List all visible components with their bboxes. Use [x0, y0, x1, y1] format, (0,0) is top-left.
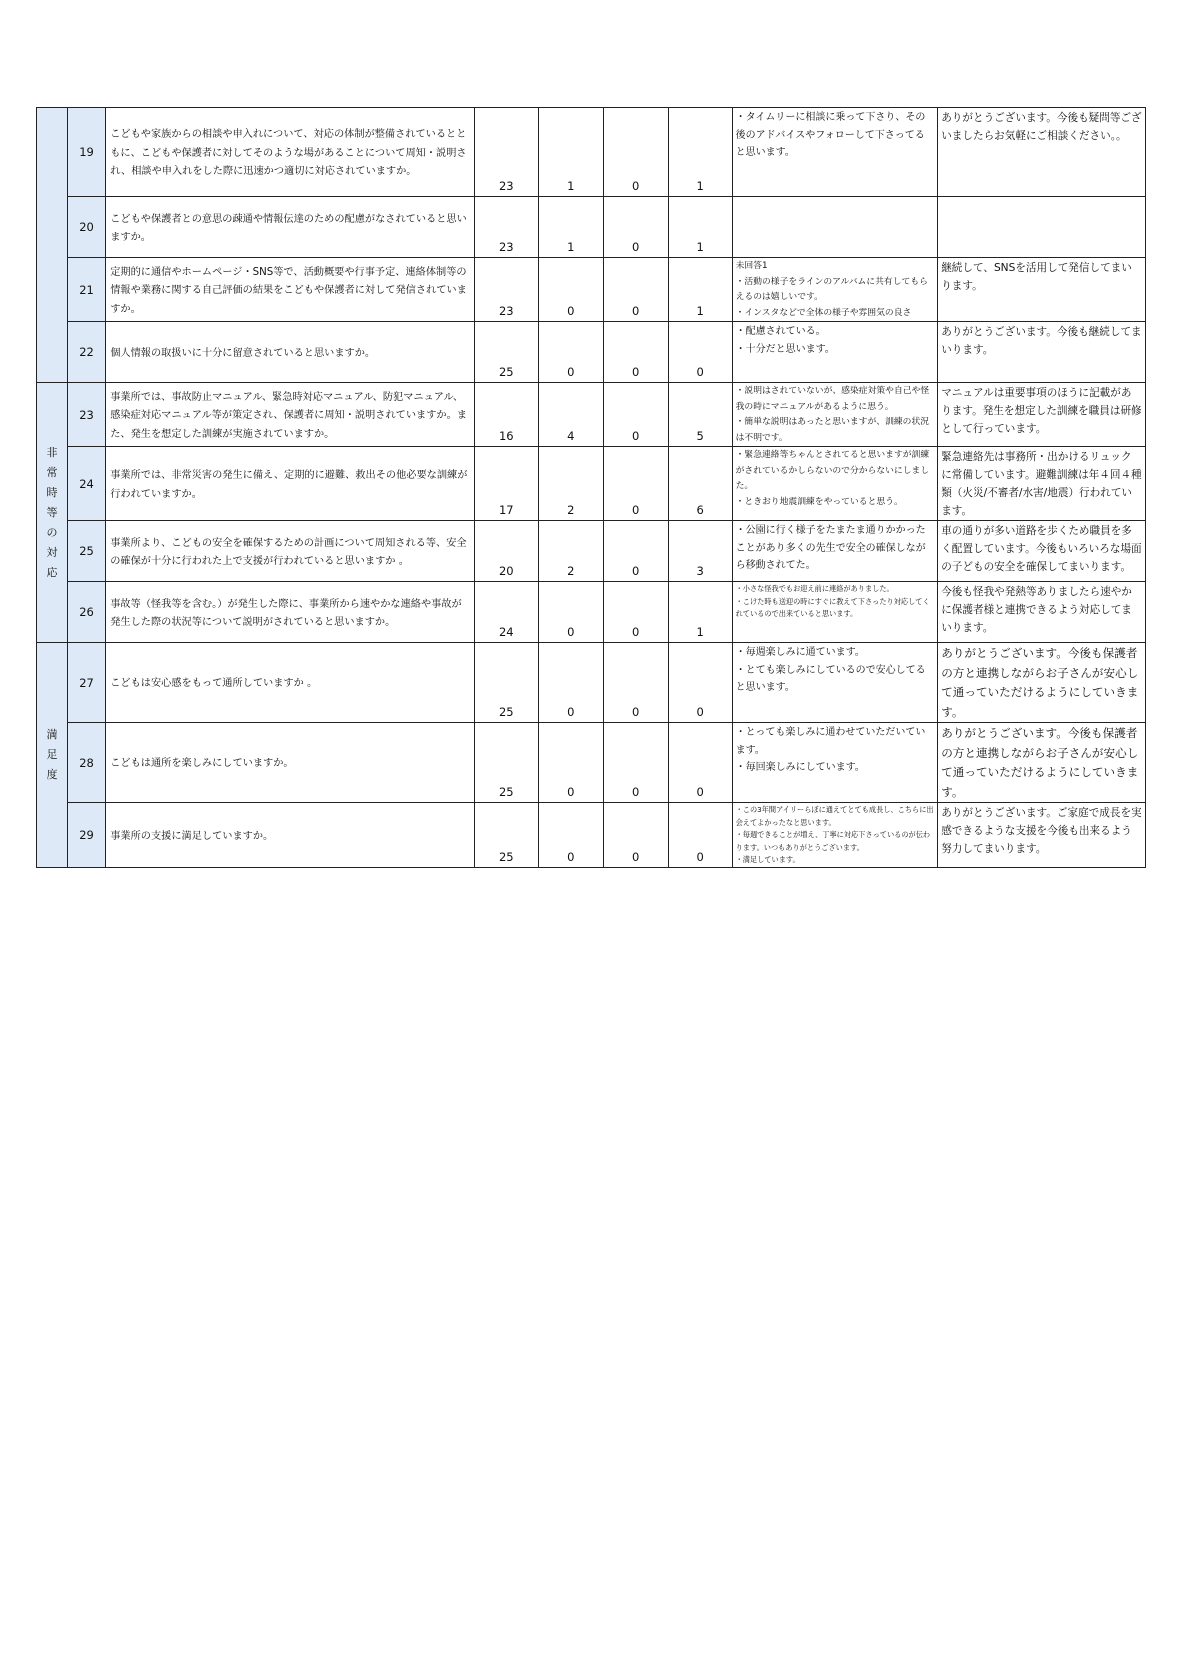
row-number: 28	[67, 723, 105, 803]
facility-reply: ありがとうございます。今後も保護者の方と連携しながらお子さんが安心して通っていただけるようにしていきます。	[938, 723, 1146, 803]
count-yes: 17	[474, 447, 538, 521]
count-unknown: 1	[668, 582, 732, 643]
row-number: 24	[67, 447, 105, 521]
row-number: 29	[67, 803, 105, 868]
count-unknown: 0	[668, 803, 732, 868]
count-no: 0	[603, 521, 668, 582]
facility-reply: 今後も怪我や発熱等ありましたら速やかに保護者様と連携できるよう対応してまいります。	[938, 582, 1146, 643]
count-unknown: 1	[668, 197, 732, 258]
parent-comment: ・タイムリーに相談に乗って下さり、その後のアドバイスやフォローして下さってると思います。	[732, 108, 938, 197]
parent-comment: ・緊急連絡等ちゃんとされてると思いますが訓練がされているかしらないので分からないにしました。 ・ときおり地震訓練をやっていると思う。	[732, 447, 938, 521]
count-no: 0	[603, 108, 668, 197]
table-row	[37, 108, 1146, 197]
count-yes: 25	[474, 723, 538, 803]
count-unknown: 3	[668, 521, 732, 582]
count-somewhat: 2	[538, 521, 603, 582]
count-unknown: 0	[668, 643, 732, 723]
count-no: 0	[603, 447, 668, 521]
parent-comment: ・毎週楽しみに通ています。 ・とても楽しみにしているので安心してると思います。	[732, 643, 938, 723]
count-somewhat: 1	[538, 197, 603, 258]
table-row	[37, 723, 1146, 803]
count-somewhat: 0	[538, 582, 603, 643]
question-text: 事業所では、非常災害の発生に備え、定期的に避難、救出その他必要な訓練が行われていますか。	[106, 447, 475, 521]
parent-comment: ・配慮されている。 ・十分だと思います。	[732, 322, 938, 383]
count-no: 0	[603, 258, 668, 322]
category-cell-blank	[37, 108, 68, 383]
count-no: 0	[603, 582, 668, 643]
facility-reply: 継続して、SNSを活用して発信してまいります。	[938, 258, 1146, 322]
count-yes: 25	[474, 803, 538, 868]
count-no: 0	[603, 322, 668, 383]
count-no: 0	[603, 803, 668, 868]
parent-comment: ・公園に行く様子をたまたま通りかかったことがあり多くの先生で安全の確保しながら移動されてた。	[732, 521, 938, 582]
parent-comment: ・説明はされていないが、感染症対策や自己や怪我の時にマニュアルがあるように思う。 ・簡単な説明はあったと思いますが、訓練の状況は不明です。	[732, 383, 938, 447]
count-no: 0	[603, 383, 668, 447]
count-unknown: 6	[668, 447, 732, 521]
category-satisfaction: 満足度	[37, 643, 68, 868]
table-row	[37, 521, 1146, 582]
count-no: 0	[603, 643, 668, 723]
count-yes: 20	[474, 521, 538, 582]
row-number: 20	[67, 197, 105, 258]
facility-reply: ありがとうございます。今後も継続してまいります。	[938, 322, 1146, 383]
question-text: こどもは安心感をもって通所していますか 。	[106, 643, 475, 723]
facility-reply: マニュアルは重要事項のほうに記載があります。発生を想定した訓練を職員は研修として行っています。	[938, 383, 1146, 447]
facility-reply: ありがとうございます。今後も保護者の方と連携しながらお子さんが安心して通っていただけるようにしていきます。	[938, 643, 1146, 723]
row-number: 22	[67, 322, 105, 383]
survey-table	[36, 107, 1146, 868]
question-text: 個人情報の取扱いに十分に留意されていると思いますか。	[106, 322, 475, 383]
row-number: 21	[67, 258, 105, 322]
count-somewhat: 1	[538, 108, 603, 197]
count-yes: 23	[474, 197, 538, 258]
count-yes: 25	[474, 643, 538, 723]
count-unknown: 1	[668, 258, 732, 322]
count-somewhat: 0	[538, 803, 603, 868]
count-yes: 23	[474, 258, 538, 322]
table-row	[37, 803, 1146, 868]
question-text: こどもや保護者との意思の疎通や情報伝達のための配慮がなされていると思いますか。	[106, 197, 475, 258]
count-unknown: 0	[668, 723, 732, 803]
count-no: 0	[603, 723, 668, 803]
count-yes: 25	[474, 322, 538, 383]
parent-comment: ・この3年間アイリーらぼに通えてとても成長し、こちらに出会えてよかったなと思います。 ・毎週できることが増え、丁寧に対応下さっているのが伝わります。いつもありがとうございます。 ・満足しています。	[732, 803, 938, 868]
question-text: 事故等（怪我等を含む。）が発生した際に、事業所から速やかな連絡や事故が発生した際の状況等について説明がされていると思いますか。	[106, 582, 475, 643]
question-text: こどもや家族からの相談や申入れについて、対応の体制が整備されているとともに、こどもや保護者に対してそのような場があることについて周知・説明され、相談や申入れをした際に迅速かつ適切に対応されていますか。	[106, 108, 475, 197]
count-somewhat: 0	[538, 723, 603, 803]
row-number: 25	[67, 521, 105, 582]
count-somewhat: 0	[538, 643, 603, 723]
count-unknown: 0	[668, 322, 732, 383]
table-row	[37, 197, 1146, 258]
question-text: 事業所の支援に満足していますか。	[106, 803, 475, 868]
row-number: 23	[67, 383, 105, 447]
count-somewhat: 0	[538, 322, 603, 383]
question-text: 事業所では、事故防止マニュアル、緊急時対応マニュアル、防犯マニュアル、感染症対応マニュアル等が策定され、保護者に周知・説明されていますか。また、発生を想定した訓練が実施されていますか。	[106, 383, 475, 447]
count-yes: 23	[474, 108, 538, 197]
facility-reply: 車の通りが多い道路を歩くため職員を多く配置しています。今後もいろいろな場面の子どもの安全を確保してまいります。	[938, 521, 1146, 582]
facility-reply	[938, 197, 1146, 258]
facility-reply: ありがとうございます。ご家庭で成長を実感できるような支援を今後も出来るよう努力してまいります。	[938, 803, 1146, 868]
parent-comment: ・とっても楽しみに通わせていただいています。 ・毎回楽しみにしています。	[732, 723, 938, 803]
row-number: 27	[67, 643, 105, 723]
parent-comment	[732, 197, 938, 258]
count-yes: 16	[474, 383, 538, 447]
table-row	[37, 258, 1146, 322]
count-somewhat: 0	[538, 258, 603, 322]
count-somewhat: 4	[538, 383, 603, 447]
count-yes: 24	[474, 582, 538, 643]
count-unknown: 1	[668, 108, 732, 197]
count-unknown: 5	[668, 383, 732, 447]
question-text: こどもは通所を楽しみにしていますか。	[106, 723, 475, 803]
facility-reply: 緊急連絡先は事務所・出かけるリュックに常備しています。避難訓練は年４回４種類（火災/不審者/水害/地震）行われています。	[938, 447, 1146, 521]
parent-comment: ・小さな怪我でもお迎え前に連絡がありました。 ・こけた時も送迎の時にすぐに教えて下さったり対応してくれているので出来ていると思います。	[732, 582, 938, 643]
table-row	[37, 322, 1146, 383]
category-emergency-response: 非常時等の対応	[37, 383, 68, 643]
table-row	[37, 582, 1146, 643]
parent-comment: 未回答1 ・活動の様子をラインのアルバムに共有してもらえるのは嬉しいです。 ・インスタなどで全体の様子や雰囲気の良さ	[732, 258, 938, 322]
table-row	[37, 447, 1146, 521]
count-somewhat: 2	[538, 447, 603, 521]
question-text: 定期的に通信やホームページ・SNS等で、活動概要や行事予定、連絡体制等の情報や業務に関する自己評価の結果をこどもや保護者に対して発信されていますか。	[106, 258, 475, 322]
row-number: 19	[67, 108, 105, 197]
question-text: 事業所より、こどもの安全を確保するための計画について周知される等、安全の確保が十分に行われた上で支援が行われていると思いますか 。	[106, 521, 475, 582]
facility-reply: ありがとうございます。今後も疑問等ございましたらお気軽にご相談ください。。	[938, 108, 1146, 197]
count-no: 0	[603, 197, 668, 258]
row-number: 26	[67, 582, 105, 643]
table-row	[37, 643, 1146, 723]
table-row	[37, 383, 1146, 447]
